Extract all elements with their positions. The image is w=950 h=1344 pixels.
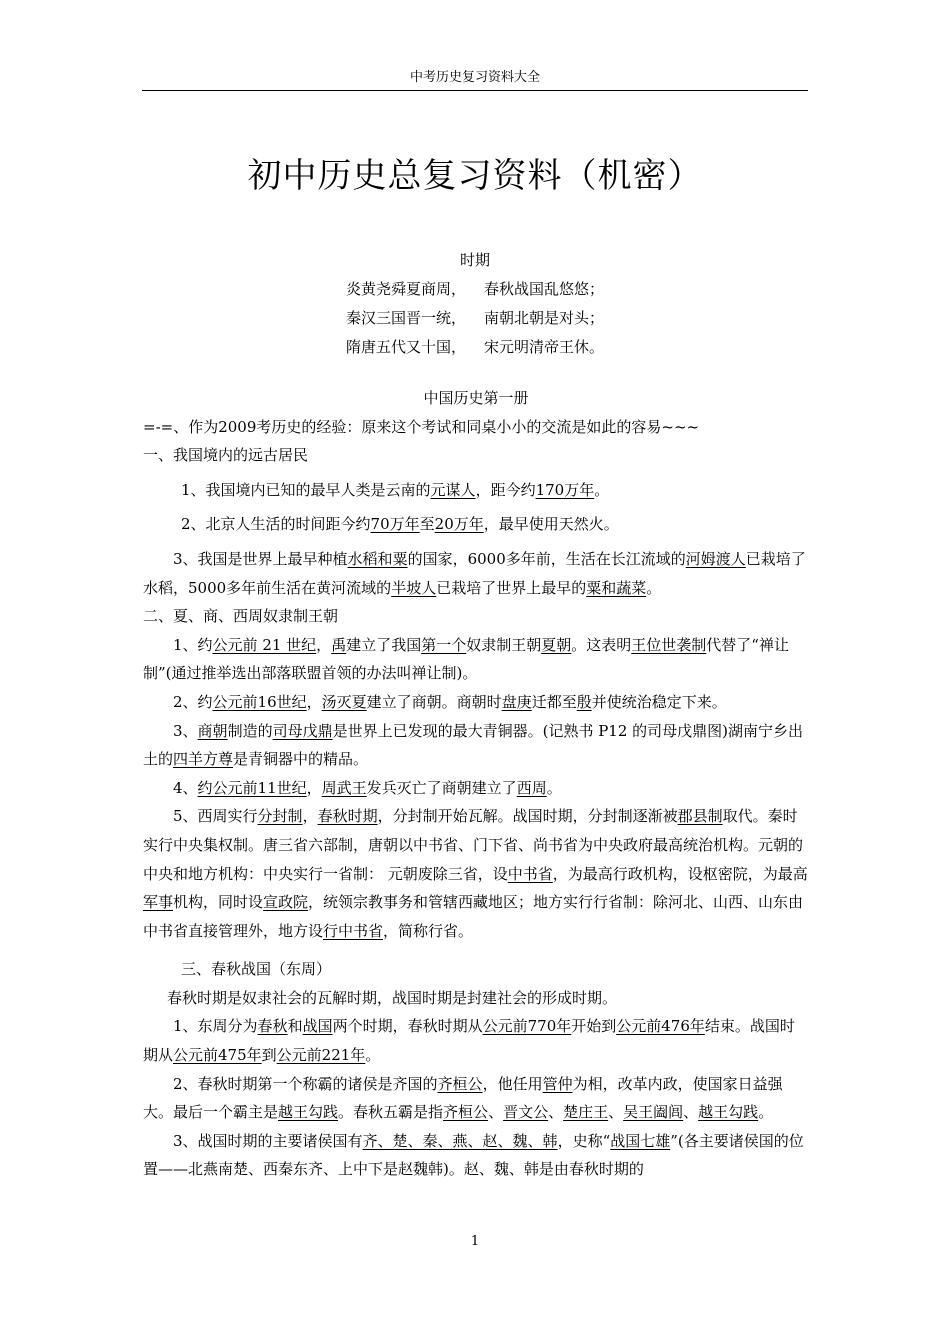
text-run: 建立了商朝。商朝时: [366, 692, 502, 711]
key-term: 行中书省: [323, 921, 384, 940]
key-term: 吴王阖闾: [623, 1103, 684, 1122]
text-run: 奴隶制王朝: [466, 635, 542, 654]
paragraph: [143, 688, 809, 717]
text-run: 开始到: [571, 1017, 617, 1036]
text-run: ，他任用: [482, 1074, 543, 1093]
poem-half: 炎黄尧舜夏商周，: [345, 280, 466, 298]
poem-half: 隋唐五代又十国，: [345, 338, 466, 356]
paragraph: [143, 441, 809, 470]
key-term: 殷: [576, 692, 592, 711]
poem-heading: 时期: [459, 251, 490, 269]
poem-half: 春秋战国乱悠悠；: [484, 280, 605, 298]
text-run: ，简称行省。: [383, 921, 474, 940]
text-run: 。: [546, 778, 562, 797]
key-term: 汤灭夏: [321, 692, 367, 711]
key-term: 第一个: [421, 635, 467, 654]
text-run: 一、我国境内的远古居民: [143, 446, 309, 465]
key-term: 约公元前11世纪: [197, 778, 307, 797]
paragraph: [143, 774, 809, 803]
key-term: 春秋时期: [317, 807, 378, 826]
text-run: 结束。战国时期从: [143, 1017, 795, 1065]
key-term: 晋文公: [503, 1103, 549, 1122]
key-term: 宣政院: [263, 893, 309, 912]
text-run: 。春秋五霸是指: [338, 1103, 444, 1122]
text-run: 5、西周实行: [173, 807, 258, 826]
text-run: =-=、作为2009考历史的经验：原来这个考试和同桌小小的交流是如此的容易~~~: [143, 417, 700, 436]
key-term: 越王勾践: [698, 1103, 759, 1122]
text-run: 是青铜器中的精品。: [233, 750, 369, 769]
period-poem: [0, 246, 950, 362]
key-term: 公元前16世纪: [212, 692, 307, 711]
document-body: [143, 384, 809, 1184]
key-term: 公元前 21 世纪: [212, 635, 317, 654]
text-run: 已栽培了水稻，5000多年前生活在黄河流域的: [143, 549, 806, 597]
text-run: ，: [306, 692, 322, 711]
key-term: 春秋: [257, 1017, 288, 1036]
paragraph: [143, 413, 809, 442]
text-run: 建立了我国: [346, 635, 422, 654]
text-run: 2、北京人生活的时间距今约: [181, 515, 371, 534]
paragraph: [143, 1012, 809, 1069]
paragraph: [143, 984, 809, 1013]
paragraph: [143, 631, 809, 688]
poem-line: [0, 304, 950, 333]
poem-half: 秦汉三国晋一统，: [345, 309, 466, 327]
poem-half: 南朝北朝是对头；: [484, 309, 605, 327]
text-run: 、: [548, 1103, 564, 1122]
key-term: 管仲: [542, 1074, 573, 1093]
text-run: 并使统治稳定下来。: [591, 692, 727, 711]
text-run: 的国家，6000多年前，生活在长江流域的: [407, 549, 686, 568]
key-term: 军事: [143, 893, 174, 912]
key-term: 齐、楚、秦、燕、赵、魏、韩: [362, 1131, 558, 1150]
text-run: ，: [302, 807, 318, 826]
key-term: 河姆渡人: [685, 549, 746, 568]
text-run: 发兵灭亡了商朝建立了: [366, 778, 517, 797]
text-run: 。: [646, 578, 662, 597]
key-term: 公元前476年: [616, 1017, 705, 1036]
text-run: 代替了“禅让制”(通过推举选出部落联盟首领的办法叫禅让制)。: [143, 635, 789, 683]
paragraph: [143, 1070, 809, 1127]
key-term: 中书省: [507, 864, 553, 883]
text-run: ，为最高行政机构，设枢密院，为最高: [552, 864, 808, 883]
text-run: 。: [365, 1046, 381, 1065]
text-run: 机构，同时设: [173, 893, 264, 912]
document-title: 初中历史总复习资料（机密）: [247, 156, 703, 196]
key-term: 夏朝: [541, 635, 572, 654]
book-title: 中国历史第一册: [423, 389, 529, 407]
text-run: 2、约: [173, 692, 213, 711]
paragraph: [143, 602, 809, 631]
key-term: 四羊方尊: [173, 750, 234, 769]
key-term: 水稻和粟: [347, 549, 408, 568]
key-term: 战国七雄: [610, 1131, 671, 1150]
key-term: 公元前770年: [482, 1017, 572, 1036]
poem-line: [0, 275, 950, 304]
key-term: 齐桓公: [443, 1103, 489, 1122]
key-term: 商朝: [197, 721, 228, 740]
text-run: ，史称“: [557, 1131, 611, 1150]
paragraph: [143, 955, 809, 984]
key-term: 西周: [516, 778, 547, 797]
key-term: 越王勾践: [278, 1103, 339, 1122]
text-run: 至: [419, 515, 435, 534]
text-run: 、: [488, 1103, 504, 1122]
poem-line: [0, 333, 950, 362]
key-term: 公元前221年: [276, 1046, 366, 1065]
text-run: 。: [594, 480, 610, 499]
text-run: 3、战国时期的主要诸侯国有: [173, 1131, 363, 1150]
page-header: 中考历史复习资料大全: [142, 70, 808, 91]
text-run: ，最早使用天然火。: [483, 515, 619, 534]
text-run: 三、春秋战国（东周）: [181, 960, 332, 979]
paragraph: [143, 1127, 809, 1184]
text-run: 4、: [173, 778, 198, 797]
page-number: 1: [470, 1234, 480, 1249]
text-run: 取代。秦时实行中央集权制。唐三省六部制，唐朝以中书省、门下省、尚书省为中央政府最高统治机构。元朝的中央和地方机构：中央实行一省制： 元朝废除三省，设: [143, 807, 804, 883]
key-term: 司母戊鼎: [272, 721, 333, 740]
key-term: 郡县制: [677, 807, 723, 826]
text-run: 是世界上已发现的最大青铜器。(记熟书 P12 的司母戊鼎图)湖南宁乡出土的: [143, 721, 804, 769]
text-run: 。这表明: [571, 635, 632, 654]
text-run: 春秋时期是奴隶社会的瓦解时期，战国时期是封建社会的形成时期。: [167, 988, 618, 1007]
text-run: ”(各主要诸侯国的位置——北燕南楚、西秦东齐、上中下是赵魏韩)。赵、魏、韩是由春秋时期的: [143, 1131, 804, 1179]
key-term: 战国: [302, 1017, 333, 1036]
key-term: 元谋人: [430, 480, 476, 499]
key-term: 盘庚: [501, 692, 532, 711]
text-run: ，距今约: [475, 480, 536, 499]
key-term: 周武王: [321, 778, 367, 797]
text-run: 1、东周分为: [173, 1017, 258, 1036]
text-run: 3、我国是世界上最早种植: [173, 549, 348, 568]
key-term: 粟和蔬菜: [586, 578, 647, 597]
key-term: 70万年: [370, 515, 420, 534]
text-run: ，: [306, 778, 322, 797]
text-run: 已栽培了世界上最早的: [436, 578, 587, 597]
key-term: 20万年: [434, 515, 484, 534]
text-run: 为相，改革内政，使国家日益强大。最后一个霸主是: [143, 1074, 783, 1122]
key-term: 公元前475年: [173, 1046, 262, 1065]
text-run: ，统领宗教事务和管辖西藏地区；地方实行行省制：除河北、山西、山东由中书省直接管理外，地方设: [143, 893, 804, 940]
text-run: 制造的: [227, 721, 273, 740]
text-run: 3、: [173, 721, 198, 740]
poem-half: 宋元明清帝王休。: [484, 338, 605, 356]
text-run: 两个时期，春秋时期从: [332, 1017, 483, 1036]
key-term: 170万年: [535, 480, 595, 499]
paragraph: [143, 802, 809, 945]
key-term: 楚庄王: [563, 1103, 609, 1122]
key-term: 王位世袭制: [631, 635, 707, 654]
text-run: 2、春秋时期第一个称霸的诸侯是齐国的: [173, 1074, 438, 1093]
key-term: 分封制: [257, 807, 303, 826]
text-run: 到: [261, 1046, 277, 1065]
text-run: 迁都至: [531, 692, 577, 711]
text-run: 、: [608, 1103, 624, 1122]
key-term: 半坡人: [391, 578, 437, 597]
text-run: 。: [758, 1103, 774, 1122]
key-term: 禹: [331, 635, 347, 654]
paragraph: [143, 545, 809, 602]
text-run: 二、夏、商、西周奴隶制王朝: [143, 607, 339, 626]
text-run: 1、约: [173, 635, 213, 654]
paragraph: [143, 717, 809, 774]
paragraph-list: [143, 413, 809, 1184]
key-term: 齐桓公: [437, 1074, 483, 1093]
text-run: 和: [287, 1017, 303, 1036]
text-run: ，分封制开始瓦解。战国时期，分封制逐渐被: [377, 807, 678, 826]
text-run: ，: [316, 635, 332, 654]
text-run: 、: [683, 1103, 699, 1122]
paragraph: [143, 510, 809, 539]
text-run: 1、我国境内已知的最早人类是云南的: [181, 480, 431, 499]
paragraph: [143, 476, 809, 505]
